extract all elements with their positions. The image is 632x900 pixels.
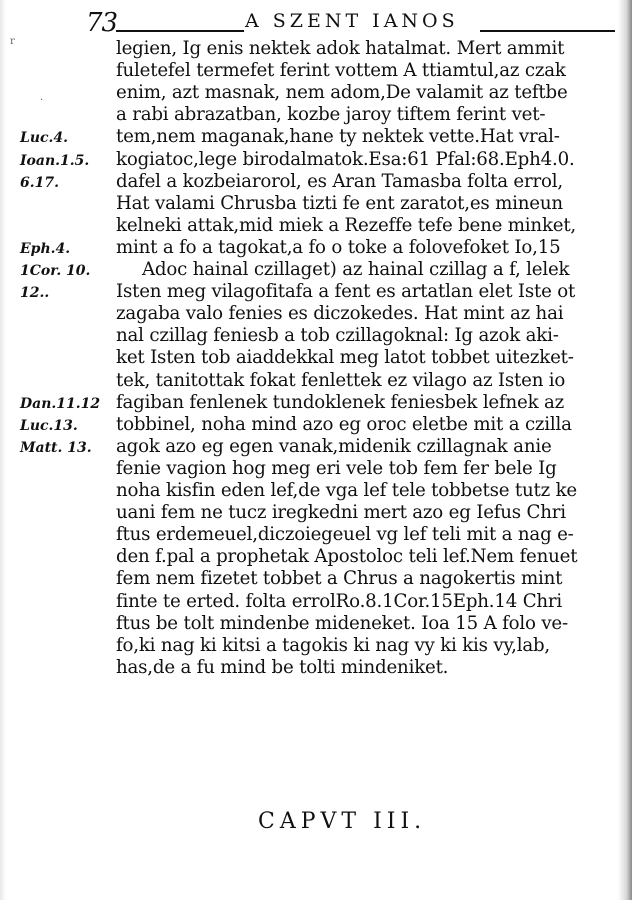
text-line: fagiban fenlenek tundoklenek feniesbek lefnek az: [116, 391, 565, 413]
text-line: Isten meg vilagofitafa a fent es artatlan elet Iste ot: [116, 281, 576, 303]
text-line: legien, Ig enis nektek adok hatalmat. Mert ammit: [116, 38, 565, 59]
text-line: mint a fo a tagokat,a fo o toke a folovefoket Io,15: [116, 236, 561, 258]
text-line: uani fem ne tucz iregkedni mert azo eg Iefus Chri: [116, 502, 566, 524]
text-line: enim, azt masnak, nem adom,De valamit az teftbe: [116, 82, 568, 104]
margin-note: Dan.11.12: [20, 395, 101, 412]
text-line: tobbinel, noha mind azo eg oroc eletbe mit a czilla: [116, 413, 572, 435]
page-left-edge: [0, 0, 6, 900]
text-line: ftus be tolt mindenbe mideneket. Ioa 15 A folo ve-: [116, 612, 568, 634]
margin-note: Ioan.1.5.: [20, 152, 90, 169]
text-line: tem,nem maganak,hane ty nektek vette.Hat vral-: [116, 126, 560, 148]
text-line: dafel a kozbeiarorol, es Aran Tamasba folta errol,: [116, 170, 563, 192]
text-line: den f.pal a prophetak Apostoloc teli lef.Nem fenuet: [116, 546, 578, 568]
margin-mark: r: [10, 36, 15, 47]
margin-note: Luc.4.: [20, 130, 69, 147]
chapter-heading: CAPVT III.: [258, 809, 427, 834]
text-line: a rabi abrazatban, kozbe jaroy tiftem ferint vet-: [116, 104, 546, 126]
text-line: zagaba valo fenies es diczokedes. Hat mint az hai: [116, 303, 564, 325]
text-line: agok azo eg egen vanak,midenik czillagnak anie: [116, 435, 552, 457]
page-right-edge: [618, 0, 632, 900]
running-head: A SZENT IANOS: [245, 10, 459, 32]
margin-note: Matt. 13.: [20, 439, 92, 456]
header-rule-left: [116, 30, 244, 32]
text-line: fo,ki nag ki kitsi a tagokis ki nag vy ki kis vy,lab,: [116, 634, 550, 656]
margin-note: Eph.4.: [20, 240, 71, 257]
page-number: 73: [86, 8, 118, 38]
text-line: noha kisfin eden lef,de vga lef tele tobbetse tutz ke: [116, 480, 577, 501]
text-line: ket Isten tob aiaddekkal meg latot tobbet uitezket-: [116, 347, 574, 369]
text-line: fem nem fizetet tobbet a Chrus a nagokertis mint: [116, 568, 563, 590]
text-line: tek, tanitottak fokat fenlettek ez vilago az Isten io: [116, 369, 566, 391]
text-line: fuletefel termefet ferint vottem A ttiamtul,az czak: [116, 60, 566, 82]
text-line: kogiatoc,lege birodalmatok.Esa:61 Pfal:68.Eph4.0.: [116, 148, 575, 170]
header-rule-right: [480, 30, 615, 32]
text-line: finte te erted. folta errolRo.8.1Cor.15Eph.14 Chri: [116, 590, 563, 612]
text-line: kelneki attak,mid miek a Rezeffe tefe bene minket,: [116, 214, 577, 236]
margin-mark: ·: [40, 95, 44, 106]
margin-note: 1Cor. 10.: [20, 263, 91, 279]
text-line: nal czillag feniesb a tob czillagoknal: Ig azok aki-: [116, 325, 559, 347]
text-line: ftus erdemeuel,diczoiegeuel vg lef teli mit a nag e-: [116, 524, 574, 546]
text-line: Hat valami Chrusba tizti fe ent zaratot,es mineun: [116, 192, 563, 214]
text-line: has,de a fu mind be tolti mindeniket.: [116, 656, 449, 678]
margin-note: 6.17.: [20, 174, 59, 191]
margin-note: 12..: [20, 285, 50, 302]
text-line: Adoc hainal czillaget) az hainal czillag a f, lelek: [142, 259, 570, 280]
margin-note: Luc.13.: [20, 417, 78, 434]
text-line: fenie vagion hog meg eri vele tob fem fer bele Ig: [116, 457, 557, 479]
